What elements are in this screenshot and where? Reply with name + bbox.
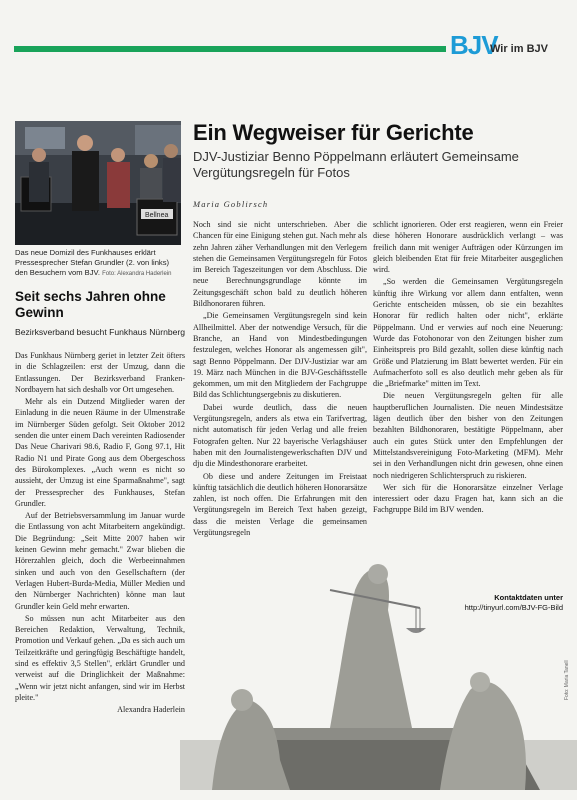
- paragraph: Die neuen Vergütungsregeln gelten für alle hauptberuflichen Journalisten. Die neuen Mindestsätze lägen deutlich über den bisher von den Zeitungen bezahlten Bildhonoraren, bestätigte Pöppelmann, aber auch ein gutes Stück unter den Empfehlungen der Mittelstandsvereinigung Foto-Marketing (MFM). Mehr sei in den Verhandlungen nicht drin gewesen, ohne einen noch niedrigeren Schlichterspruch zu riskieren.: [373, 391, 563, 480]
- left-article-body: [15, 350, 185, 717]
- left-subhead: Bezirksverband besucht Funkhaus Nürnberg: [15, 327, 186, 337]
- statue-photo-credit: Foto: Maria Tanell: [564, 660, 570, 700]
- paragraph: schlicht ignorieren. Oder erst reagieren, wenn ein Freier diese höheren Honorare ausdrücklich verlangt – was freilich dann mit weniger Aufträgen oder Kürzungen im gleich bleibenden Etat für freie Mitarbeiter ausgeglichen wird.: [373, 220, 563, 275]
- caption-text: Das neue Domizil des Funkhauses erklärt Pressesprecher Stefan Grundler (2. von links) den Besuchern vom BJV.: [15, 248, 170, 277]
- contact-label: Kontaktdaten unter: [494, 593, 563, 602]
- main-article-column-2: [373, 219, 563, 517]
- paragraph: Noch sind sie nicht unterschrieben. Aber die Chancen für eine Einigung stehen gut. Nach mehr als zehn Jahren zäher Verhandlungen mit den Verlegern stehen die Gemeinsamen Vergütungsregeln für Fotos im Bereich Tageszeitungen vor dem Abschluss. Die neue Berechnungsgrundlage könnte im Zeitungsgeschäft schon bald zu deutlich höheren Bildhonoraren führen.: [193, 220, 367, 309]
- main-headline: Ein Wegweiser für Gerichte: [193, 120, 474, 145]
- contact-box: [443, 593, 563, 613]
- paragraph: Das Funkhaus Nürnberg geriet in letzter Zeit öfters in die Schlagzeilen: erst der Umzug, dann die Entlassungen. Der Bezirksverband Franken-Nordbayern hat sich deshalb vor Ort umgesehen.: [15, 351, 185, 394]
- paragraph: Auf der Betriebsversammlung im Januar wurde die Entlassung von acht Mitarbeitern angekündigt. Die Begründung: „Seit Mitte 2007 haben wir keinen Gewinn mehr gemacht." Zwar blieben die Hörerzahlen gleich, doch die Werbeeinnahmen sinken und auch von den Gesellschaftern (der Verlagen Hubert-Burda-Media, Müller Medien und den Nürnberger Nachrichten) könne man laut Grundler kein Geld mehr erwarten.: [15, 511, 185, 611]
- paragraph: Dabei wurde deutlich, dass die neuen Vergütungsregeln, anders als etwa ein Tarifvertrag, nicht automatisch für jeden Verlag und alle freien Fotografen gelten. Nur 22 bayerische Verlagshäuser haben mit den Journalistengewerkschaften DJV und dju die Mindesthonorare erarbeitet.: [193, 402, 367, 469]
- bjv-logo: BJV: [450, 30, 498, 60]
- funkhaus-photo: [15, 121, 181, 245]
- paragraph: „Die Gemeinsamen Vergütungsregeln sind kein Allheilmittel. Aber der notwendige Versuch, für die Branche, an Hand von Mindestbedingungen festzulegen, welches Honorar als angemessen gilt", sagt Benno Pöppelmann. Der DJV-Justiziar war am 19. März nach München in die BJV-Geschäftsstelle gekommen, um mit den Mitgliedern der Fachgruppe Bild das Schlichtungsergebnis zu diskutieren.: [193, 311, 367, 400]
- main-subheadline: DJV-Justiziar Benno Pöppelmann erläutert Gemeinsame Vergütungsregeln für Fotos: [193, 149, 519, 180]
- main-author: Maria Goblirsch: [193, 199, 269, 209]
- paragraph: Ob diese und andere Zeitungen im Freistaat künftig tatsächlich die deutlich höheren Honorarsätze zahlen, ist noch offen. Die Erfahrungen mit den Vergütungsregeln im Bereich Text haben gezeigt, dass die meisten Verlage die gemeinsamen Vergütungsregeln: [193, 471, 367, 538]
- photo-credit: Foto: Alexandra Haderlein: [102, 271, 172, 277]
- contact-link[interactable]: http://tinyurl.com/BJV-FG-Bild: [464, 603, 563, 612]
- author-signature: Alexandra Haderlein: [117, 705, 185, 715]
- paragraph: „So werden die Gemeinsamen Vergütungsregeln künftig ihre Wirkung vor allem dann entfalten, wenn Gerichte entscheiden müssen, ob sie ein bezahltes Honorar für redlich halten oder nicht", erklärte Pöppelmann. Und er verwies auf noch eine Neuerung: Wurde das Fotohonorar von den Zeitungen bisher zum Einheitspreis pro Bild gezahlt, sollen diese künftig nach Größe und Platzierung im Blatt bewertet werden. Für ein Aufmacherfoto soll es also deutlich mehr geben als für die „Briefmarke" mitten im Text.: [373, 277, 563, 389]
- photo-sign-text: Bellnea: [145, 212, 169, 219]
- section-title: Wir im BJV: [490, 43, 548, 55]
- paragraph: Wer sich für die Honorarsätze einzelner Verlage interessiert oder dazu Fragen hat, kann sich an die Fachgruppe Bild im BJV wenden.: [373, 482, 563, 515]
- paragraph: So müssen nun acht Mitarbeiter aus den Bereichen Redaktion, Verwaltung, Technik, Promotion und Verkauf gehen. „Da es sich auch um Teilzeitkräfte und geringfügig Beschäftigte handelt, sind es effektiv 3,5 Stellen", erklärt Grundler und verweist auf die Dringlichkeit der Maßnahme: „Wenn wir jetzt nicht anfangen, sind wir im Herbst pleite.": [15, 613, 185, 702]
- main-article-column-1: [193, 219, 367, 539]
- left-headline: Seit sechs Jahren ohne Gewinn: [15, 289, 166, 320]
- photo-caption: [15, 248, 183, 279]
- paragraph: Mehr als ein Dutzend Mitglieder waren der Einladung in die neuen Räume in der Ulmenstraße im Nürnberger Süden gefolgt. Seit Oktober 2012 senden die unter einem Dach vereinten Radiosender Das Neue Charivari 98.6, Radio F, Gong 97.1, Hit Radio N1 und Pirate Gong aus dem Obergeschoss des Bürokomplexes. „Auch wenn es nicht so aussieht, der Umzug ist eine Sparmaßnahme", sagt der Pressesprecher des Funkhauses, Stefan Grundler.: [15, 397, 185, 508]
- header-accent-bar: [14, 46, 446, 52]
